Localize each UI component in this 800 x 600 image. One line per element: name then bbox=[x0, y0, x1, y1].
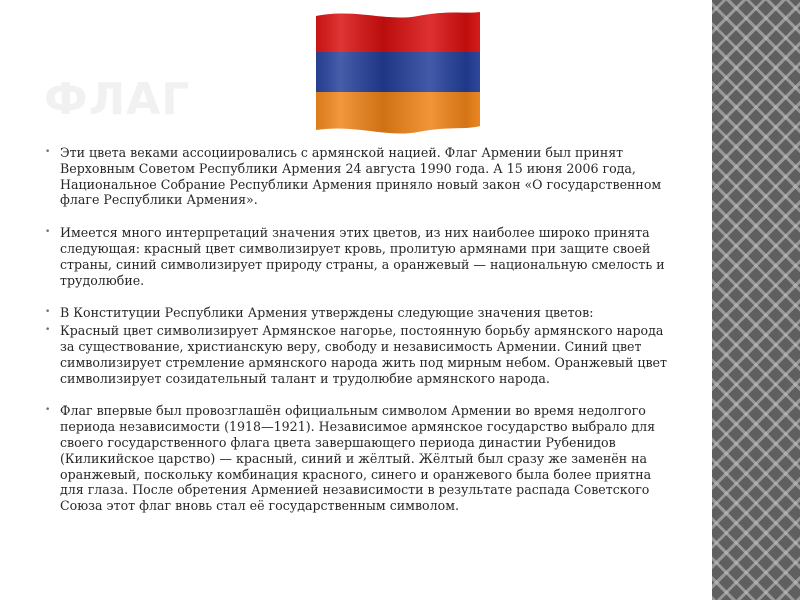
paragraph-constitution-intro bbox=[44, 305, 674, 321]
paragraph-text: Эти цвета веками ассоциировались с армянской нацией. Флаг Армении был принят Верховным Советом Республики Армения 24 августа 1990 года. А 15 июня 2006 года, Национальное Собрание Республики Армения приняло новый закон «О государственном флаге Республики Армения». bbox=[60, 145, 662, 208]
armenian-flag-image bbox=[308, 8, 488, 134]
paragraph-text: Имеется много интерпретаций значения этих цветов, из них наиболее широко принята следующая: красный цвет символизирует кровь, пролитую армянами при защите своей страны, синий символизирует природу страны, а оранжевый — национальную смелость и трудолюбие. bbox=[60, 225, 665, 288]
bullet-icon: • bbox=[45, 147, 51, 157]
paragraph-history bbox=[44, 403, 674, 514]
bullet-icon: • bbox=[45, 405, 51, 416]
bullet-icon: • bbox=[45, 325, 51, 336]
paragraph-interpretation bbox=[44, 225, 674, 288]
paragraph-text: Флаг впервые был провозглашён официальным символом Армении во время недолгого периода независимости (1918—1921). Независимое армянское государство выбрало для своего государственного флага цвета завершающего периода династии Рубенидов (Киликийское царство) — красный, синий и жёлтый. Жёлтый был сразу же заменён на оранжевый, поскольку комбинация красного, синего и оранжевого была более приятна для глаза. После обретения Арменией независимости в результате распада Советского Союза этот флаг вновь стал её государственным символом. bbox=[60, 403, 656, 514]
slide-title: ФЛАГ bbox=[44, 74, 191, 125]
paragraph-text: Красный цвет символизирует Армянское нагорье, постоянную борьбу армянского народа за существование, христианскую веру, свободу и независимость Армении. Синий цвет символизирует стремление армянского народа жить под мирным небом. Оранжевый цвет символизирует созидательный талант и трудолюбие армянского народа. bbox=[60, 323, 667, 386]
bullet-icon: • bbox=[45, 307, 51, 318]
bullet-icon: • bbox=[45, 227, 51, 238]
slide-body bbox=[44, 145, 674, 514]
paragraph-text: В Конституции Республики Армения утверждены следующие значения цветов: bbox=[60, 305, 594, 321]
paragraph-adoption bbox=[44, 145, 674, 208]
paragraph-constitution-meanings bbox=[44, 323, 674, 386]
decorative-pattern-strip bbox=[712, 0, 800, 600]
